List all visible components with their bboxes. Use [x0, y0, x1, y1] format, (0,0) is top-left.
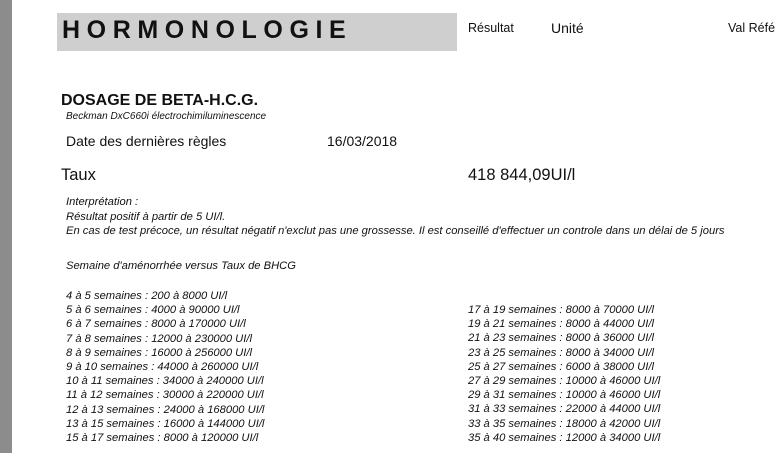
reference-item: 8 à 9 semaines : 16000 à 256000 UI/l: [66, 346, 252, 359]
reference-item: 10 à 11 semaines : 34000 à 240000 UI/l: [66, 375, 264, 388]
rate-label: Taux: [61, 166, 96, 184]
reference-item: 23 à 25 semaines : 8000 à 34000 UI/l: [468, 346, 654, 359]
reference-item: 9 à 10 semaines : 44000 à 260000 UI/l: [66, 361, 259, 374]
reference-list-left: [66, 289, 264, 445]
reference-item: 27 à 29 semaines : 10000 à 46000 UI/l: [468, 375, 661, 388]
reference-item: 12 à 13 semaines : 24000 à 168000 UI/l: [66, 403, 265, 416]
rate-value: 418 844,09UI/l: [468, 166, 576, 184]
section-title: HORMONOLOGIE: [62, 16, 353, 44]
reference-item: 33 à 35 semaines : 18000 à 42000 UI/l: [468, 417, 661, 430]
reference-list-right: [468, 303, 660, 445]
reference-item: 11 à 12 semaines : 30000 à 220000 UI/l: [66, 389, 264, 402]
reference-item: 35 à 40 semaines : 12000 à 34000 UI/l: [468, 431, 661, 444]
reference-item: 6 à 7 semaines : 8000 à 170000 UI/l: [66, 318, 246, 331]
interpretation-line: En cas de test précoce, un résultat négatif n'exclut pas une grossesse. Il est conseillé d'effectuer un controle dans un délai de 5 jours: [66, 225, 725, 237]
reference-item: 21 à 23 semaines : 8000 à 36000 UI/l: [468, 332, 654, 345]
lmp-value: 16/03/2018: [327, 133, 398, 149]
test-name: DOSAGE DE BETA-H.C.G.: [61, 92, 259, 109]
reference-item: 13 à 15 semaines : 16000 à 144000 UI/l: [66, 417, 265, 430]
reference-title: Semaine d'aménorrhée versus Taux de BHCG: [66, 260, 296, 272]
reference-item: 17 à 19 semaines : 8000 à 70000 UI/l: [468, 304, 654, 316]
reference-item: 5 à 6 semaines : 4000 à 90000 UI/l: [66, 304, 240, 317]
interpretation-line: Résultat positif à partir de 5 UI/l.: [66, 210, 226, 223]
column-header-unit: Unité: [551, 20, 584, 36]
reference-item: 29 à 31 semaines : 10000 à 46000 UI/l: [468, 389, 661, 402]
column-header-reference: Val Réfé: [728, 21, 775, 35]
interpretation-line: Interprétation :: [66, 196, 139, 208]
reference-item: 15 à 17 semaines : 8000 à 120000 UI/l: [66, 432, 259, 445]
reference-item: 7 à 8 semaines : 12000 à 230000 UI/l: [66, 332, 252, 345]
left-margin-bar: [0, 0, 12, 453]
column-header-result: Résultat: [468, 21, 514, 35]
reference-item: 25 à 27 semaines : 6000 à 38000 UI/l: [468, 360, 654, 373]
reference-item: 4 à 5 semaines : 200 à 8000 UI/l: [66, 290, 228, 302]
test-method: Beckman DxC660i électrochimiluminescence: [66, 111, 267, 122]
reference-item: 19 à 21 semaines : 8000 à 44000 UI/l: [468, 318, 654, 331]
interpretation-block: [66, 195, 725, 239]
lmp-label: Date des dernières règles: [66, 133, 227, 149]
reference-item: 31 à 33 semaines : 22000 à 44000 UI/l: [468, 403, 661, 416]
